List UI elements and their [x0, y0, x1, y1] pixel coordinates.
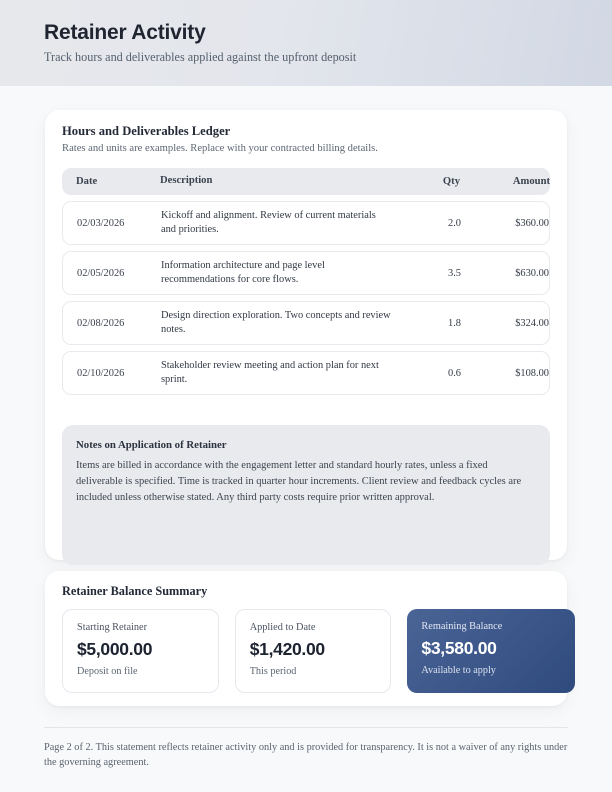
- stat-value: $3,580.00: [421, 638, 497, 659]
- cell-amount: $324.00: [515, 317, 549, 329]
- stat-value: $5,000.00: [77, 639, 153, 660]
- cell-description: Stakeholder review meeting and action plan for next sprint.: [161, 360, 379, 385]
- cell-amount: $630.00: [515, 267, 549, 279]
- stat-label: Starting Retainer: [77, 622, 148, 633]
- stat-starting-retainer: [62, 609, 219, 693]
- cell-qty: 0.6: [448, 367, 461, 379]
- ledger-table: [62, 168, 550, 395]
- cell-qty: 1.8: [448, 317, 461, 329]
- stat-note: This period: [249, 665, 297, 677]
- ledger-subtitle: Rates and units are examples. Replace with your contracted billing details.: [62, 143, 378, 155]
- summary-stat-row: [62, 609, 575, 693]
- summary-title: Retainer Balance Summary: [62, 584, 208, 598]
- stat-note: Available to apply: [421, 664, 496, 676]
- stat-remaining-balance: [407, 609, 575, 693]
- table-header-row: [62, 168, 550, 195]
- stat-applied-to-date: [235, 609, 392, 693]
- table-row[interactable]: [62, 301, 550, 345]
- cell-date: 02/03/2026: [77, 217, 125, 229]
- stat-note: Deposit on file: [77, 665, 138, 677]
- cell-date: 02/05/2026: [77, 267, 125, 279]
- notes-body: Items are billed in accordance with the engagement letter and standard hourly rates, unless a fixed deliverable is specified. Time is tracked in quarter hour increments. Client review and feedback cycles are included unless otherwise stated. Any third party costs require prior written approval.: [76, 460, 522, 503]
- page-header: [0, 0, 612, 86]
- column-header-date: Date: [76, 176, 98, 187]
- footer-text: Page 2 of 2. This statement reflects retainer activity only and is provided for transparency. It is not a waiver of any rights under the governing agreement.: [44, 742, 568, 768]
- notes-panel: [62, 425, 550, 565]
- cell-date: 02/08/2026: [77, 317, 125, 329]
- page-subtitle: Track hours and deliverables applied against the upfront deposit: [44, 49, 357, 64]
- ledger-card-heading: [62, 124, 550, 156]
- stat-label: Remaining Balance: [421, 621, 503, 632]
- cell-date: 02/10/2026: [77, 367, 125, 379]
- cell-amount: $108.00: [515, 367, 549, 379]
- page-title: Retainer Activity: [44, 20, 206, 44]
- cell-qty: 3.5: [448, 267, 461, 279]
- column-header-qty: Qty: [442, 176, 460, 187]
- cell-description: Information architecture and page level recommendations for core flows.: [161, 260, 325, 285]
- column-header-description: Description: [160, 175, 213, 187]
- notes-title: Notes on Application of Retainer: [76, 439, 227, 451]
- table-row[interactable]: [62, 201, 550, 245]
- stat-label: Applied to Date: [249, 622, 316, 633]
- stat-value: $1,420.00: [249, 639, 325, 660]
- table-row[interactable]: [62, 251, 550, 295]
- column-header-amount: Amount: [512, 176, 550, 187]
- ledger-title: Hours and Deliverables Ledger: [62, 124, 231, 138]
- cell-description: Kickoff and alignment. Review of current materials and priorities.: [161, 210, 376, 235]
- table-row[interactable]: [62, 351, 550, 395]
- footer-divider: [44, 727, 568, 728]
- cell-amount: $360.00: [515, 217, 549, 229]
- cell-qty: 2.0: [448, 217, 461, 229]
- cell-description: Design direction exploration. Two concepts and review notes.: [161, 310, 391, 335]
